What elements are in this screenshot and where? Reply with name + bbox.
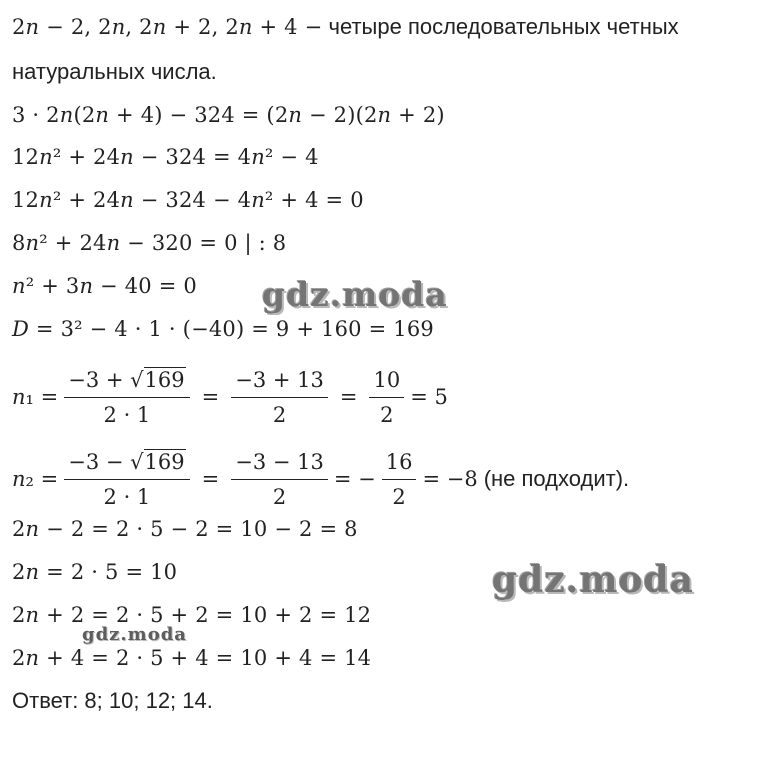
equals-sign: = — [339, 385, 358, 409]
n2-f1-denominator: 2 · 1 — [103, 484, 151, 509]
sqrt-symbol: √169 — [130, 367, 185, 392]
sequence-expression: 2𝑛 − 2, 2𝑛, 2𝑛 + 2, 2𝑛 + 4 − — [12, 15, 323, 39]
equation-simplified: 8𝑛² + 24𝑛 − 320 = 0 | : 8 — [12, 231, 287, 255]
n1-f3-denominator: 2 — [380, 402, 394, 427]
n2-f3-denominator: 2 — [392, 484, 406, 509]
root-n1 — [12, 357, 448, 437]
quadratic-equation: 𝑛² + 3𝑛 − 40 = 0 — [12, 274, 197, 298]
n2-fraction-2 — [231, 447, 328, 512]
n1-f1-denominator: 2 · 1 — [103, 402, 151, 427]
equals-sign: = — [201, 467, 220, 491]
line-2: натуральных числа. — [12, 59, 217, 84]
n1-label: 𝑛₁ = — [12, 385, 59, 409]
n2-note: (не подходит). — [483, 466, 630, 491]
root-n2 — [12, 439, 629, 519]
equals-sign: = — [201, 385, 220, 409]
n1-f2-denominator: 2 — [272, 402, 287, 427]
watermark: gdz.moda — [82, 624, 187, 645]
n1-fraction-1 — [64, 365, 189, 430]
n2-f1-numerator: −3 − — [68, 449, 131, 474]
fourth-number: 2𝑛 + 4 = 2 · 5 + 4 = 10 + 4 = 14 — [12, 646, 372, 670]
equation-setup: 3 · 2𝑛(2𝑛 + 4) − 324 = (2𝑛 − 2)(2𝑛 + 2) — [12, 103, 445, 127]
watermark: gdz.moda — [262, 275, 448, 314]
sequence-description: четыре последовательных четных — [322, 14, 679, 39]
discriminant: 𝐷 = 3² − 4 · 1 · (−40) = 9 + 160 = 169 — [12, 317, 434, 341]
n2-f3-numerator: 16 — [382, 447, 417, 480]
n1-result: = 5 — [410, 385, 448, 409]
n1-fraction-3 — [369, 365, 404, 430]
n1-radicand: 169 — [144, 367, 185, 392]
n1-f3-numerator: 10 — [369, 365, 404, 398]
line-1 — [12, 13, 679, 42]
n2-minus: = − — [333, 467, 376, 491]
n2-label: 𝑛₂ = — [12, 467, 59, 491]
n1-f1-numerator: −3 + — [68, 367, 131, 392]
n1-fraction-2 — [231, 365, 328, 430]
second-number: 2𝑛 = 2 · 5 = 10 — [12, 560, 178, 584]
n1-f2-numerator: −3 + 13 — [231, 365, 328, 398]
n2-f2-numerator: −3 − 13 — [231, 447, 328, 480]
n2-radicand: 169 — [144, 449, 185, 474]
answer: Ответ: 8; 10; 12; 14. — [12, 688, 213, 713]
equation-moved: 12𝑛² + 24𝑛 − 324 − 4𝑛² + 4 = 0 — [12, 188, 364, 212]
n2-fraction-3 — [382, 447, 417, 512]
third-number: 2𝑛 + 2 = 2 · 5 + 2 = 10 + 2 = 12 — [12, 603, 372, 627]
n2-result: = −8 — [422, 467, 478, 491]
equation-expanded: 12𝑛² + 24𝑛 − 324 = 4𝑛² − 4 — [12, 145, 319, 169]
n2-f2-denominator: 2 — [272, 484, 287, 509]
n2-fraction-1 — [64, 447, 189, 512]
watermark: gdz.moda — [492, 559, 694, 601]
sqrt-symbol: √169 — [130, 449, 185, 474]
first-number: 2𝑛 − 2 = 2 · 5 − 2 = 10 − 2 = 8 — [12, 517, 358, 541]
